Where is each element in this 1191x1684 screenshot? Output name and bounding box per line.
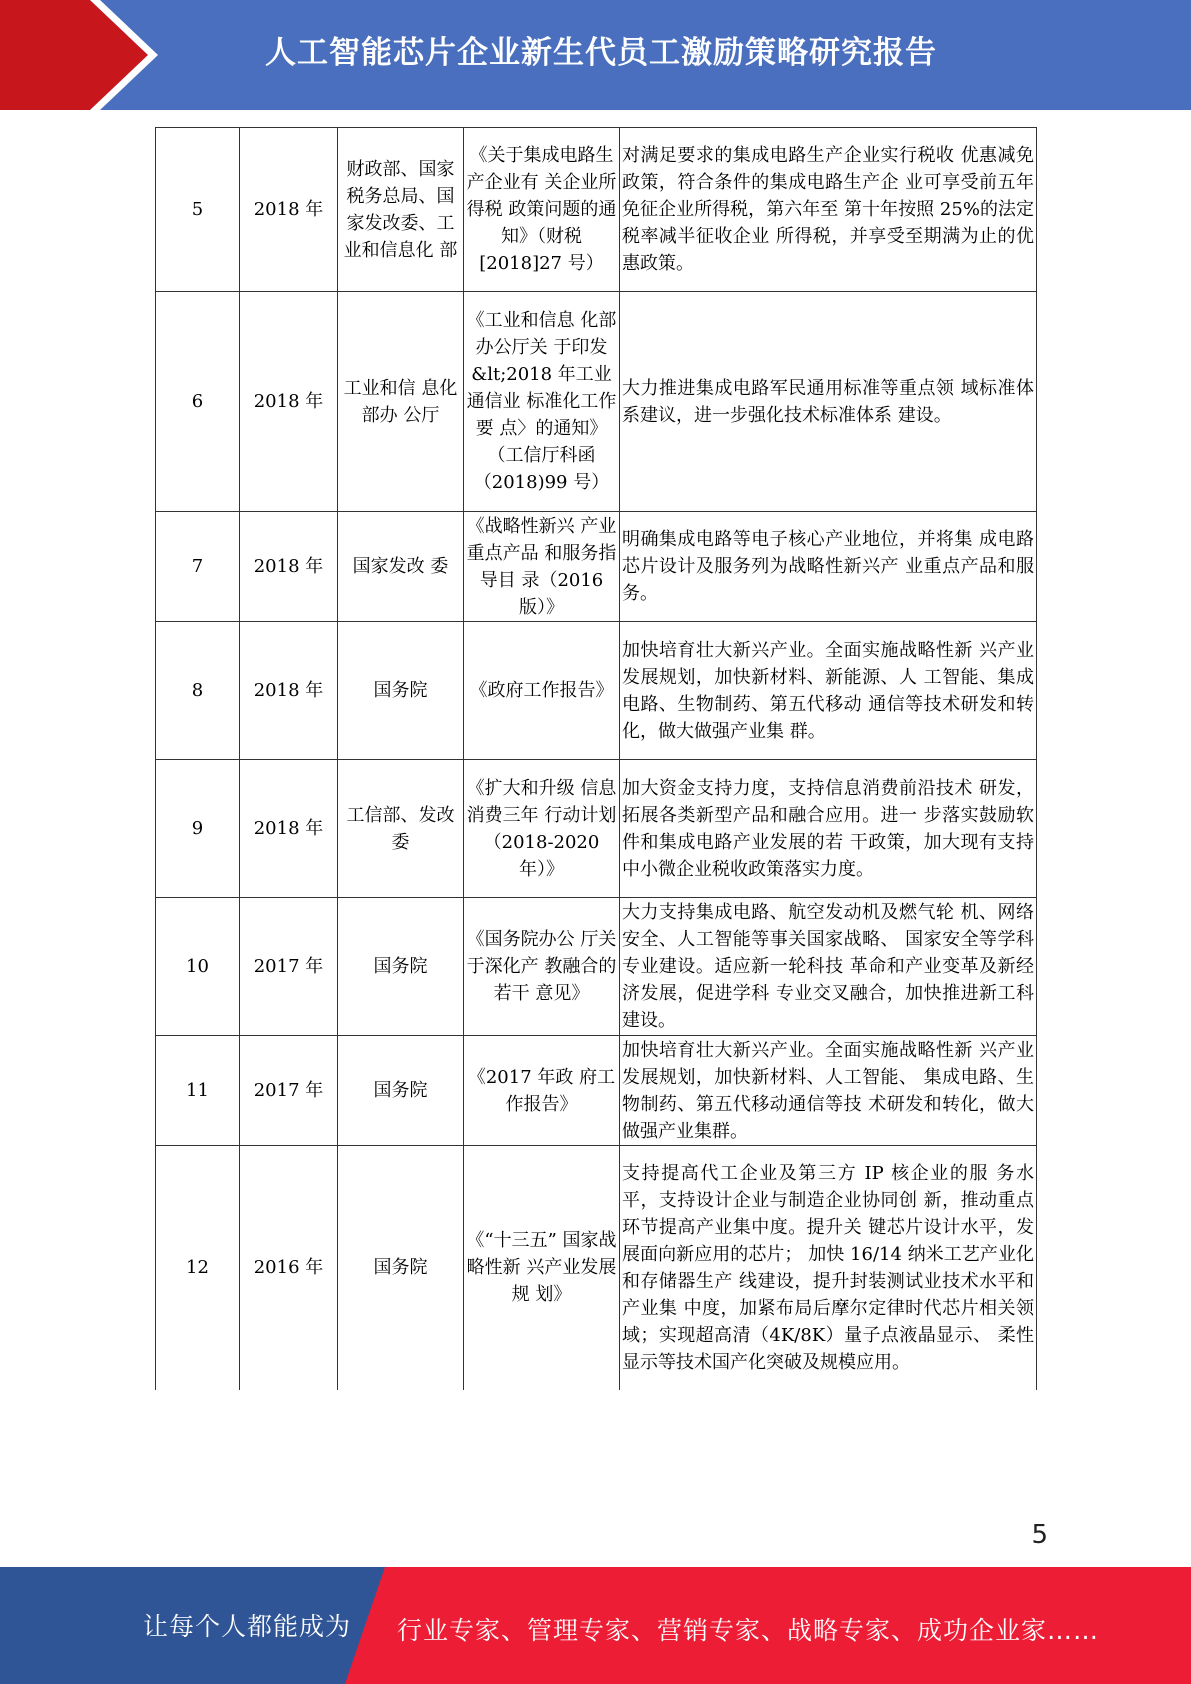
table-row — [156, 292, 1037, 512]
row-department: 国务院 — [338, 1146, 464, 1390]
row-year: 2017 年 — [240, 1036, 338, 1146]
row-number: 6 — [156, 292, 240, 512]
row-document: 《2017 年政 府工作报告》 — [464, 1036, 620, 1146]
table-row — [156, 1146, 1037, 1390]
row-year: 2018 年 — [240, 292, 338, 512]
row-document: 《战略性新兴 产业重点产品 和服务指导目 录（2016 版）》 — [464, 512, 620, 622]
table-row — [156, 1036, 1037, 1146]
row-number: 9 — [156, 760, 240, 898]
policy-table — [155, 127, 1037, 1390]
row-content: 支持提高代工企业及第三方 IP 核企业的服 务水平，支持设计企业与制造企业协同创 新，推动重点环节提高产业集中度。提升关 键芯片设计水平，发展面向新应用的芯片； 加快 16/14 纳米工艺产业化和存储器生产 线建设，提升封装测试业技术水平和产业集 中度，加紧布局后摩尔定律时代芯片相关领 域；实现超高清（4K/8K）量子点液晶显示、 柔性显示等技术国产化突破及规模应用。 — [620, 1146, 1037, 1390]
report-title: 人工智能芯片企业新生代员工激励策略研究报告 — [265, 35, 937, 71]
row-number: 11 — [156, 1036, 240, 1146]
row-content: 加快培育壮大新兴产业。全面实施战略性新 兴产业发展规划，加快新材料、人工智能、 集成电路、生物制药、第五代移动通信等技 术研发和转化，做大做强产业集群。 — [620, 1036, 1037, 1146]
row-number: 5 — [156, 128, 240, 292]
footer-slogan-left: 让每个人都能成为 — [143, 1612, 352, 1641]
row-department: 工信部、发改委 — [338, 760, 464, 898]
row-year: 2017 年 — [240, 898, 338, 1036]
row-document: 《国务院办公 厅关于深化产 教融合的若干 意见》 — [464, 898, 620, 1036]
footer-banner — [0, 1567, 1191, 1684]
page-number: 5 — [1031, 1520, 1048, 1550]
row-content: 加大资金支持力度，支持信息消费前沿技术 研发，拓展各类新型产品和融合应用。进一 步落实鼓励软件和集成电路产业发展的若 干政策，加大现有支持中小微企业税收政策落实力度。 — [620, 760, 1037, 898]
row-document: 《工业和信息 化部办公厅关 于印发&lt;2018 年工业通信业 标准化工作要 点〉的通知》 （工信厅科函 （2018)99 号） — [464, 292, 620, 512]
row-department: 国务院 — [338, 898, 464, 1036]
row-content: 加快培育壮大新兴产业。全面实施战略性新 兴产业发展规划，加快新材料、新能源、人 工智能、集成电路、生物制药、第五代移动 通信等技术研发和转化，做大做强产业集 群。 — [620, 622, 1037, 760]
row-department: 工业和信 息化部办 公厅 — [338, 292, 464, 512]
row-document: 《“十三五” 国家战略性新 兴产业发展规 划》 — [464, 1146, 620, 1390]
row-department: 国务院 — [338, 622, 464, 760]
row-content: 大力支持集成电路、航空发动机及燃气轮 机、网络安全、人工智能等事关国家战略、 国家安全等学科专业建设。适应新一轮科技 革命和产业变革及新经济发展，促进学科 专业交叉融合，加快推进新工科建设。 — [620, 898, 1037, 1036]
row-year: 2018 年 — [240, 512, 338, 622]
row-year: 2016 年 — [240, 1146, 338, 1390]
row-year: 2018 年 — [240, 622, 338, 760]
header-banner — [0, 0, 1191, 110]
table-row — [156, 898, 1037, 1036]
table-row — [156, 128, 1037, 292]
row-department: 国务院 — [338, 1036, 464, 1146]
row-document: 《关于集成电路生产企业有 关企业所得税 政策问题的通 知》（财税[2018]27 号） — [464, 128, 620, 292]
row-content: 大力推进集成电路军民通用标准等重点领 域标准体系建议，进一步强化技术标准体系 建设。 — [620, 292, 1037, 512]
row-department: 国家发改 委 — [338, 512, 464, 622]
row-number: 10 — [156, 898, 240, 1036]
row-year: 2018 年 — [240, 760, 338, 898]
row-content: 明确集成电路等电子核心产业地位，并将集 成电路芯片设计及服务列为战略性新兴产 业重点产品和服务。 — [620, 512, 1037, 622]
row-content: 对满足要求的集成电路生产企业实行税收 优惠减免政策，符合条件的集成电路生产企 业可享受前五年免征企业所得税，第六年至 第十年按照 25%的法定税率减半征收企业 所得税，并享受至期满为止的优惠政策。 — [620, 128, 1037, 292]
table-row — [156, 622, 1037, 760]
footer-slogan-right: 行业专家、管理专家、营销专家、战略专家、成功企业家…… — [397, 1616, 1100, 1645]
row-document: 《政府工作报告》 — [464, 622, 620, 760]
row-year: 2018 年 — [240, 128, 338, 292]
row-document: 《扩大和升级 信息消费三年 行动计划（2018-2020 年）》 — [464, 760, 620, 898]
row-number: 8 — [156, 622, 240, 760]
row-department: 财政部、国家税务总局、国家发改委、工业和信息化 部 — [338, 128, 464, 292]
row-number: 12 — [156, 1146, 240, 1390]
row-number: 7 — [156, 512, 240, 622]
table-row — [156, 512, 1037, 622]
table-row — [156, 760, 1037, 898]
